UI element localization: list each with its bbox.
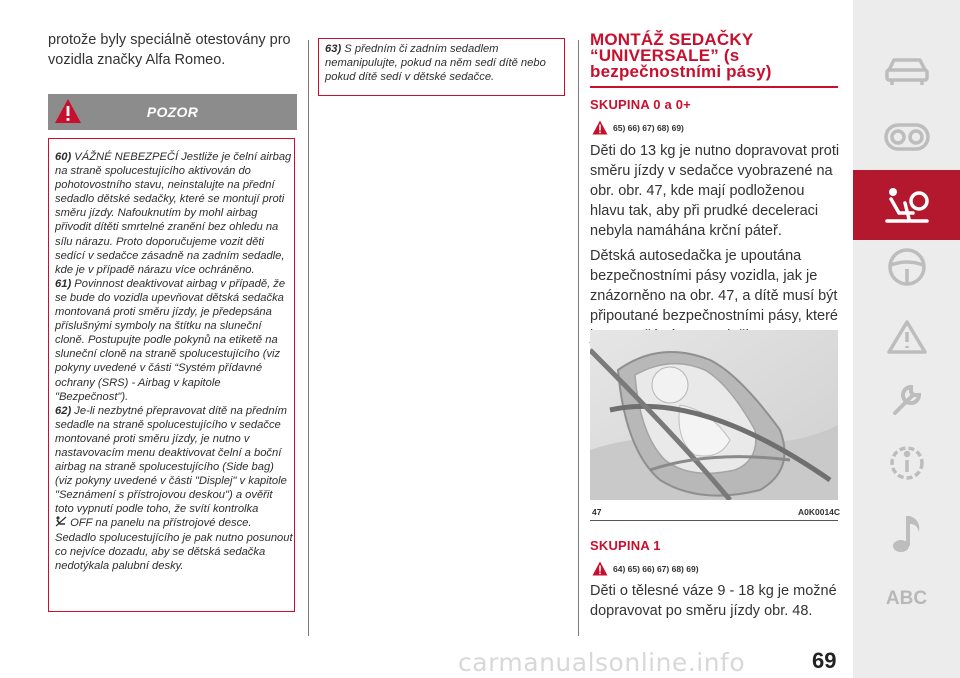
sidebar-item-safety[interactable] bbox=[853, 170, 960, 240]
warning-header bbox=[48, 94, 297, 130]
group1-body bbox=[590, 581, 840, 626]
dashboard-gauges-icon bbox=[884, 122, 930, 152]
warning-triangle-icon bbox=[887, 319, 927, 355]
warning-text bbox=[55, 150, 293, 573]
warning-item bbox=[55, 277, 293, 404]
section-heading-line: “UNIVERSALE” (s bbox=[590, 46, 740, 65]
airbag-indicator-icon bbox=[55, 516, 67, 527]
paragraph: Děti do 13 kg je nutno dopravovat proti směru jízdy v sedačce vyobrazené na obr. obr. 47, kde mají podloženou hlavu tak, aby při prudké deceleraci nebyla namáhána krční páteř. bbox=[590, 143, 840, 239]
note-number: 63) bbox=[325, 43, 342, 55]
sidebar-item-technical-data[interactable] bbox=[853, 428, 960, 498]
paragraph: Děti o tělesné váze 9 - 18 kg je možné dopravovat po směru jízdy obr. 48. bbox=[590, 583, 837, 619]
warning-body: Povinnost deaktivovat airbag v případě, že se bude do vozidla upevňovat dětská sedačka montovaná proti směru jízdy, je předepsána příslušnými symboly na štítku na sluneční cloně. Postupujte podle pokynů na etiketě na sluneční cloně na straně spolucestujícího (viz pokyny uvedené v části “Systém přídavné ochrany (SRS) - Airbag v kapitole "Bezpečnost"). bbox=[55, 277, 286, 403]
group0-title: SKUPINA 0 a 0+ bbox=[590, 97, 691, 112]
child-seat-photo bbox=[590, 330, 838, 500]
reference-numbers: 65) 66) 67) 68) 69) bbox=[613, 123, 684, 133]
sidebar-item-emergency[interactable] bbox=[853, 302, 960, 372]
warning-number: 60) bbox=[55, 151, 72, 163]
sidebar-item-dashboard[interactable] bbox=[853, 102, 960, 172]
chapter-sidebar bbox=[853, 0, 960, 678]
paragraph: Dětská autosedačka je upoutána bezpečnostními pásy vozidla, jak je znázorněno na obr. 47, a dítě musí být připoutané bezpečnostními pásy, které bbox=[590, 248, 838, 324]
child-seat-illustration bbox=[590, 330, 838, 500]
warning-body: Je-li nezbytné přepravovat dítě na předním sedadle na straně spolucestujícího v sedačce montované proti směru jízdy, je nutno v nastavovacím menu deaktivovat čelní a boční airbag na straně spolucestujícího (Side bag) (viz pokyny uvedené v části "Displej" v kapitole "Seznámení s přístrojovou deskou") a ověřit toto vypnutí podle toho, že svítí kontrolka bbox=[55, 404, 287, 516]
warning-item bbox=[55, 150, 293, 277]
warning-item bbox=[55, 404, 293, 573]
watermark: carmanualsonline.info bbox=[458, 648, 746, 677]
warning-number: 62) bbox=[55, 404, 72, 417]
note-body: S předním či zadním sedadlem nemanipulujte, pokud na něm sedí dítě nebo pokud dítě sedí v dětské sedačce. bbox=[325, 43, 546, 84]
warning-body: VÁŽNÉ NEBEZPEČÍ Jestliže je čelní airbag na straně spolucestujícího aktivován do pohotovostního stavu, neinstalujte na přední sedadlo dětské sedačky, které se montují proti směru jízdy. Nafouknutím by mohl airbag přivodit dítěti smrtelné zranění bez ohledu na sílu nárazu. Proto doporučujeme vozit děti sedící v sedačce zásadně na zadním sedadle, kde je v případě nárazu více ochráněno. bbox=[55, 151, 292, 276]
car-icon bbox=[884, 56, 930, 86]
info-gear-icon bbox=[886, 442, 928, 484]
steering-wheel-icon bbox=[887, 247, 927, 287]
section-heading-line: MONTÁŽ SEDAČKY bbox=[590, 30, 754, 49]
warning-body-continued: OFF na panelu na přístrojové desce. Sedadlo spolucestujícího je pak nutno posunout co nejvíce dozadu, aby se dětská sedačka nedotýkala palubní desky. bbox=[55, 517, 293, 572]
column-divider bbox=[578, 40, 579, 636]
page-number: 69 bbox=[812, 648, 837, 673]
group1-title: SKUPINA 1 bbox=[590, 538, 661, 553]
heading-rule bbox=[590, 86, 838, 88]
section-heading bbox=[590, 32, 840, 80]
airbag-seat-icon bbox=[883, 185, 931, 225]
group0-body bbox=[590, 141, 840, 351]
warning-title: POZOR bbox=[146, 104, 199, 120]
section-heading-line: bezpečnostními pásy) bbox=[590, 62, 772, 81]
figure-rule bbox=[590, 520, 838, 521]
sidebar-item-multimedia[interactable] bbox=[853, 498, 960, 568]
sidebar-item-maintenance[interactable] bbox=[853, 364, 960, 434]
warning-triangle-icon bbox=[592, 120, 608, 135]
index-label: ABC bbox=[885, 588, 928, 609]
note-text bbox=[325, 42, 563, 84]
warning-triangle-icon bbox=[592, 561, 608, 576]
column-divider bbox=[308, 40, 309, 636]
sidebar-item-index[interactable] bbox=[853, 564, 960, 634]
figure-number: 47 bbox=[592, 507, 602, 517]
sidebar-item-driving[interactable] bbox=[853, 232, 960, 302]
sidebar-item-car[interactable] bbox=[853, 36, 960, 106]
reference-numbers: 64) 65) 66) 67) 68) 69) bbox=[613, 564, 699, 574]
intro-paragraph: protože byly speciálně otestovány pro vozidla značky Alfa Romeo. bbox=[48, 32, 291, 68]
music-note-icon bbox=[889, 512, 925, 554]
figure-code: A0K0014C bbox=[798, 507, 841, 517]
warning-number: 61) bbox=[55, 277, 72, 290]
wrench-icon bbox=[887, 379, 927, 419]
